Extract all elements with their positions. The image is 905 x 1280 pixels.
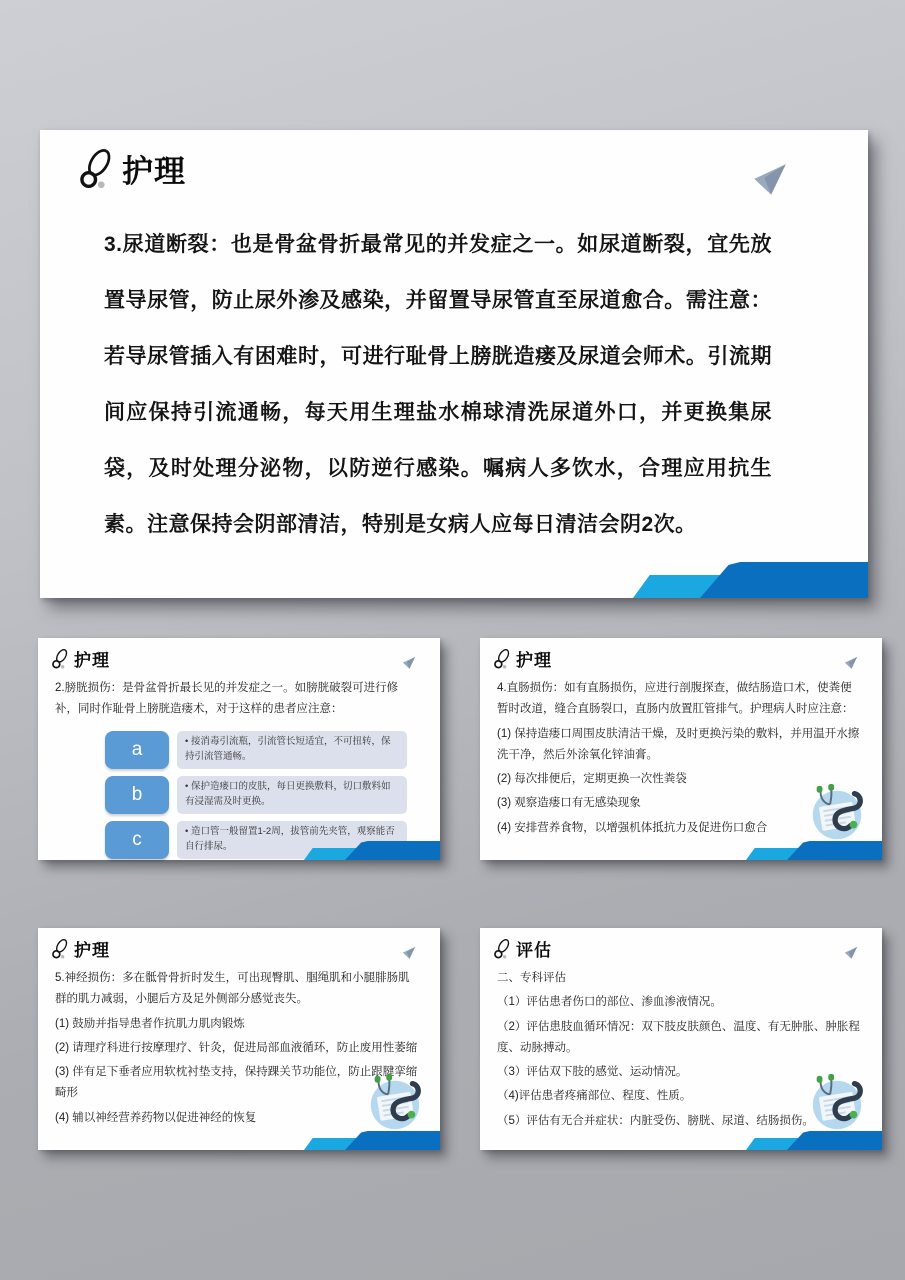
paper-plane-icon <box>752 162 788 196</box>
list-item: （4)评估患者疼痛部位、程度、性质。 <box>497 1090 692 1103</box>
item-text: • 造口管一般留置1-2周，拔管前先夹管，观察能否自行排尿。 <box>177 821 407 859</box>
slide-assessment <box>480 928 882 1150</box>
intro-text: 2.膀胱损伤：是骨盆骨折最长见的并发症之一。如膀胱破裂可进行修补，同时作耻骨上膀胱造瘘术，对于这样的患者应注意： <box>55 682 399 716</box>
slide-title: 护理 <box>122 154 186 189</box>
intro-text: 5.神经损伤：多在骶骨骨折时发生，可出现臀肌、腘绳肌和小腿腓肠肌群的肌力减弱，小腿后方及足外侧部分感觉丧失。 <box>55 972 410 1006</box>
list-item: （2）评估患肢血循环情况：双下肢皮肤颜色、温度、有无肿胀、肿胀程度、动脉搏动。 <box>497 1020 860 1054</box>
stethoscope-icon <box>492 938 511 960</box>
item-text: • 接消毒引流瓶，引流管长短适宜，不可扭转，保持引流管通畅。 <box>177 731 407 769</box>
stethoscope-badge-icon <box>806 782 868 844</box>
slide-body-text: 3.尿道断裂：也是骨盆骨折最常见的并发症之一。如尿道断裂，宜先放置导尿管，防止尿外渗及感染，并留置导尿管直至尿道愈合。需注意：若导尿管插入有困难时，可进行耻骨上膀胱造瘘及尿道会师术。引流期间应保持引流通畅，每天用生理盐水棉球清洗尿道外口，并更换集尿袋，及时处理分泌物，以防逆行感染。嘱病人多饮水，合理应用抗生素。注意保持会阴部清洁，特别是女病人应每日清洁会阴2次。 <box>104 233 772 536</box>
list-item: （5）评估有无合并症状：内脏受伤、膀胱、尿道、结肠损伤。 <box>497 1114 814 1127</box>
slide-main <box>40 130 868 598</box>
stethoscope-icon <box>492 648 511 670</box>
list-item: (2) 每次排便后，定期更换一次性粪袋 <box>497 773 687 786</box>
item-label-b: b <box>105 776 169 814</box>
stethoscope-badge-icon <box>806 1072 868 1134</box>
slide-rectal-injury <box>480 638 882 860</box>
corner-decoration-light <box>633 575 768 598</box>
list-item: (2) 请理疗科进行按摩理疗、针灸，促进局部血液循环，防止废用性萎缩 <box>55 1041 418 1054</box>
corner-decoration-light <box>746 1138 816 1150</box>
slide-title: 评估 <box>516 941 552 960</box>
list-item <box>105 731 418 769</box>
abc-list <box>105 731 418 859</box>
list-item <box>105 821 418 859</box>
list-item <box>105 776 418 814</box>
slide-body <box>55 678 418 859</box>
list-item: (4) 安排营养食物，以增强机体抵抗力及促进伤口愈合 <box>497 821 768 834</box>
paper-plane-icon <box>844 656 858 669</box>
stethoscope-icon <box>50 938 69 960</box>
item-label-a: a <box>105 731 169 769</box>
list-item: (4) 辅以神经营养药物以促进神经的恢复 <box>55 1111 257 1124</box>
intro-text: 4.直肠损伤：如有直肠损伤，应进行剖腹探查，做结肠造口术，使粪便暂时改道，缝合直肠裂口，直肠内放置肛管排气。护理病人时应注意： <box>497 682 854 716</box>
slide-title: 护理 <box>74 941 110 960</box>
slide-header <box>38 638 440 671</box>
intro-text: 二、专科评估 <box>497 972 566 984</box>
paper-plane-icon <box>844 946 858 959</box>
list-item: (1) 保持造瘘口周围皮肤清洁干燥，及时更换污染的敷料，并用温开水擦洗干净，然后外涂氧化锌油膏。 <box>497 727 860 761</box>
slide-main-header <box>40 130 868 191</box>
slide-title: 护理 <box>516 651 552 670</box>
paper-plane-icon <box>402 946 416 959</box>
slide-bladder-injury <box>38 638 440 860</box>
stethoscope-badge-icon <box>364 1072 426 1134</box>
list-item: （3）评估双下肢的感觉、运动情况。 <box>497 1066 688 1079</box>
slide-header <box>480 928 882 961</box>
item-text: • 保护造瘘口的皮肤，每日更换敷料，切口敷料如有浸湿需及时更换。 <box>177 776 407 814</box>
corner-decoration <box>633 562 868 598</box>
slide-header <box>480 638 882 671</box>
stethoscope-icon <box>50 648 69 670</box>
corner-decoration-light <box>746 848 816 860</box>
paper-plane-icon <box>402 656 416 669</box>
slide-header <box>38 928 440 961</box>
corner-decoration-light <box>304 1138 374 1150</box>
list-item: (3) 伴有足下垂者应用软枕衬垫支持，保持踝关节功能位，防止跟腱挛缩畸形 <box>55 1066 418 1100</box>
slide-nerve-injury <box>38 928 440 1150</box>
slide-title: 护理 <box>74 651 110 670</box>
stethoscope-icon <box>76 147 114 191</box>
item-label-c: c <box>105 821 169 859</box>
list-item: （1）评估患者伤口的部位、渗血渗液情况。 <box>497 996 722 1009</box>
list-item: (1) 鼓励并指导患者作抗肌力肌肉锻炼 <box>55 1017 245 1030</box>
corner-decoration-dark <box>700 562 868 598</box>
list-item: (3) 观察造瘘口有无感染现象 <box>497 797 641 810</box>
